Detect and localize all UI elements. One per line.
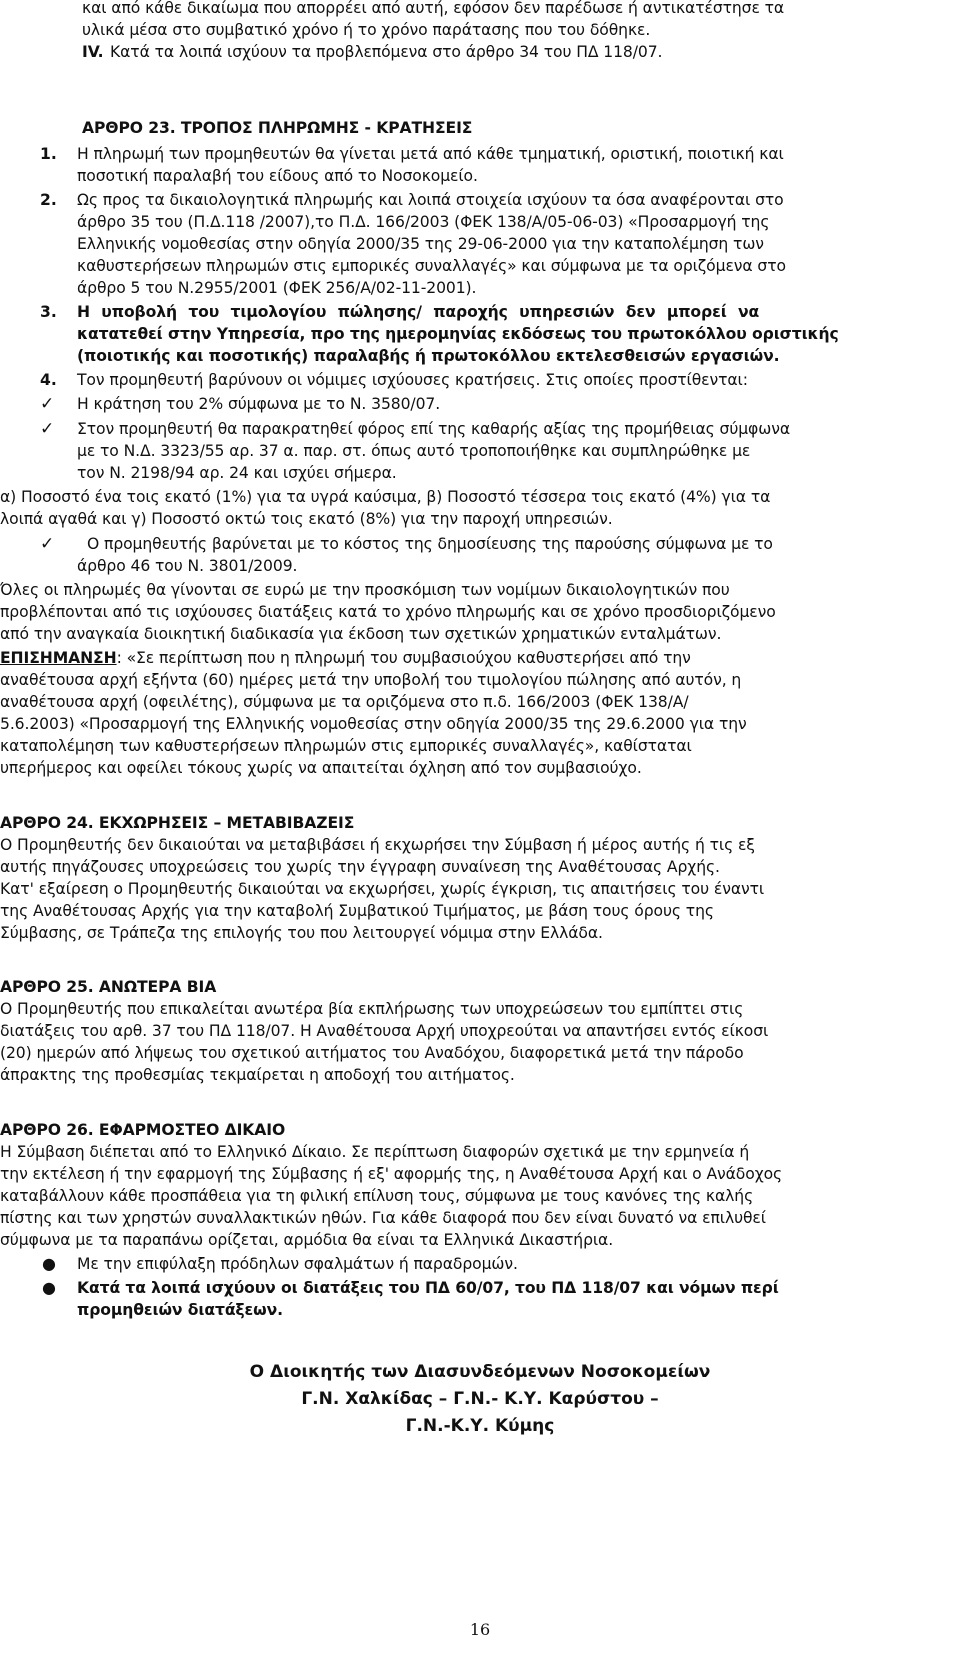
text-line: της Αναθέτουσας Αρχής για την καταβολή Συμβατικού Τιμήματος, με βάση τους όρους της <box>0 902 714 920</box>
text-line: σύμφωνα με τα παραπάνω ορίζεται, αρμόδια θα είναι τα Ελληνικά Δικαστήρια. <box>0 1231 614 1249</box>
text-line: άρθρο 46 του Ν. 3801/2009. <box>77 557 298 575</box>
text-line: Η πληρωμή των προμηθευτών θα γίνεται μετά από κάθε τμηματική, οριστική, ποιοτική και <box>77 145 784 163</box>
item-number: 3. <box>40 303 57 321</box>
text-line: αναθέτουσα αρχή εξήντα (60) ημέρες μετά την υποβολή του τιμολογίου πώλησης από αυτόν, η <box>0 671 742 689</box>
text-line: καταβάλλουν κάθε προσπάθεια για τη φιλική επίλυση τους, σύμφωνα με τους κανόνες της καλής <box>0 1187 754 1205</box>
text-line: Ο προμηθευτής βαρύνεται με το κόστος της δημοσίευσης της παρούσης σύμφωνα με το <box>87 535 773 553</box>
text-line: λοιπά αγαθά και γ) Ποσοστό οκτώ τοις εκατό (8%) για την παροχή υπηρεσιών. <box>0 510 613 528</box>
checkmark-icon: ✓ <box>40 534 55 554</box>
article-heading: ΑΡΘΡΟ 24. ΕΚΧΩΡΗΣΕΙΣ – ΜΕΤΑΒΙΒΑΖΕΙΣ <box>0 814 355 832</box>
text-line: και από κάθε δικαίωμα που απορρέει από αυτή, εφόσον δεν παρέδωσε ή αντικατέστησε τα <box>82 0 785 17</box>
text-line: αναθέτουσα αρχή (οφειλέτης), σύμφωνα με τα οριζόμενα στο π.δ. 166/2003 (ΦΕΚ 138/Α/ <box>0 693 689 711</box>
text-line: με το Ν.Δ. 3323/55 αρ. 37 α. παρ. στ. όπως αυτό τροποποιήθηκε και συμπληρώθηκε με <box>77 442 751 460</box>
text-line: διατάξεις του αρθ. 37 του ΠΔ 118/07. Η Αναθέτουσα Αρχή υποχρεούται να απαντήσει εντός είκοσι <box>0 1022 769 1040</box>
text-line: Στον προμηθευτή θα παρακρατηθεί φόρος επί της καθαρής αξίας της προμήθειας σύμφωνα <box>77 420 790 438</box>
text-line: την εκτέλεση ή την εφαρμογή της Σύμβασης ή εξ' αφορμής της, η Αναθέτουσα Αρχή και ο Ανάδοχος <box>0 1165 783 1183</box>
text-line: Η υποβολή του τιμολογίου πώλησης/ παροχής υπηρεσιών δεν μπορεί να <box>77 303 760 321</box>
item-number: 1. <box>40 145 57 163</box>
text-line: καταπολέμηση των καθυστερήσεων πληρωμών στις εμπορικές συναλλαγές», καθίσταται <box>0 737 692 755</box>
text-line: τον Ν. 2198/94 αρ. 24 και ισχύει σήμερα. <box>77 464 397 482</box>
text-line: άρθρο 5 του Ν.2955/2001 (ΦΕΚ 256/Α/02-11-2001). <box>77 279 477 297</box>
text-line: Ελληνικής νομοθεσίας στην οδηγία 2000/35 της 29-06-2000 για την καταπολέμηση των <box>77 235 764 253</box>
text-line: Η κράτηση του 2% σύμφωνα με το Ν. 3580/07. <box>77 395 441 413</box>
text-line: 5.6.2003) «Προσαρμογή της Ελληνικής νομοθεσίας στην οδηγία 2000/35 της 29.6.2000 για την <box>0 715 747 733</box>
article-heading: ΑΡΘΡΟ 25. ΑΝΩΤΕΡΑ ΒΙΑ <box>0 978 217 996</box>
bullet-icon: ● <box>42 1278 56 1297</box>
text-line: α) Ποσοστό ένα τοις εκατό (1%) για τα υγρά καύσιμα, β) Ποσοστό τέσσερα τοις εκατό (4%) για τα <box>0 488 771 506</box>
text-line: (20) ημερών από λήψεως του σχετικού αιτήματος του Αναδόχου, διαφορετικά μετά την πάροδο <box>0 1044 744 1062</box>
text-line: Όλες οι πληρωμές θα γίνονται σε ευρώ με την προσκόμιση των νομίμων δικαιολογητικών που <box>0 581 730 599</box>
signature-line: Ο Διοικητής των Διασυνδεόμενων Νοσοκομείων <box>249 1362 711 1382</box>
article-heading: ΑΡΘΡΟ 23. ΤΡΟΠΟΣ ΠΛΗΡΩΜΗΣ - ΚΡΑΤΗΣΕΙΣ <box>82 119 473 137</box>
article-heading: ΑΡΘΡΟ 26. ΕΦΑΡΜΟΣΤΕΟ ΔΙΚΑΙΟ <box>0 1121 286 1139</box>
signature-line: Γ.Ν.-Κ.Υ. Κύμης <box>405 1416 555 1436</box>
text-line: ποσοτική παραλαβή του είδους από το Νοσοκομείο. <box>77 167 478 185</box>
signature-line: Γ.Ν. Χαλκίδας – Γ.Ν.- Κ.Υ. Καρύστου – <box>301 1389 659 1409</box>
text-line: προβλέπονται από τις ισχύουσες διατάξεις κατά το χρόνο πληρωμής και σε χρόνο προσδιοριζόμενο <box>0 603 776 621</box>
item-number: 2. <box>40 191 57 209</box>
text-line: (ποιοτικής και ποσοτικής) παραλαβής ή πρωτοκόλλου εκτελεσθεισών εργασιών. <box>77 347 780 365</box>
text-line: από την αναγκαία διοικητική διαδικασία για έκδοση των σχετικών χρηματικών ενταλμάτων. <box>0 625 722 643</box>
text-line: Ο Προμηθευτής που επικαλείται ανωτέρα βία εκπλήρωσης των υποχρεώσεων του εμπίπτει στις <box>0 1000 744 1018</box>
bullet-icon: ● <box>42 1254 56 1273</box>
text-line: Ως προς τα δικαιολογητικά πληρωμής και λοιπά στοιχεία ισχύουν τα όσα αναφέρονται στο <box>77 191 784 209</box>
page-number: 16 <box>469 1620 491 1639</box>
text-line: αυτής πηγάζουσες υποχρεώσεις του χωρίς την έγγραφη συναίνεση της Αναθέτουσας Αρχής. <box>0 858 720 876</box>
text-line: Η Σύμβαση διέπεται από το Ελληνικό Δίκαιο. Σε περίπτωση διαφορών σχετικά με την ερμηνεία ή <box>0 1143 750 1161</box>
note-label: ΕΠΙΣΗΜΑΝΣΗ <box>0 649 117 667</box>
text-line: άρθρο 35 του (Π.Δ.118 /2007),το Π.Δ. 166/2003 (ΦΕΚ 138/Α/05-06-03) «Προσαρμογή της <box>77 213 770 231</box>
text-line: καθυστερήσεων πληρωμών στις εμπορικές συναλλαγές» και σύμφωνα με τα οριζόμενα στο <box>77 257 786 275</box>
text-line: Με την επιφύλαξη πρόδηλων σφαλμάτων ή παραδρομών. <box>77 1255 518 1273</box>
checkmark-icon: ✓ <box>40 394 55 414</box>
note-first-line <box>0 647 691 669</box>
text-line: υλικά μέσα στο συμβατικό χρόνο ή το χρόνο παράτασης που του δόθηκε. <box>82 21 651 39</box>
roman-numeral: IV. <box>82 43 104 61</box>
note-text: : «Σε περίπτωση που η πληρωμή του συμβασιούχου καθυστερήσει από την <box>116 649 691 667</box>
text-line: Κατά τα λοιπά ισχύουν τα προβλεπόμενα στο άρθρο 34 του ΠΔ 118/07. <box>110 43 663 61</box>
text-line: προμηθειών διατάξεων. <box>77 1301 283 1319</box>
text-line: Κατ' εξαίρεση ο Προμηθευτής δικαιούται να εκχωρήσει, χωρίς έγκριση, τις απαιτήσεις του έναντι <box>0 880 765 898</box>
text-line: Ο Προμηθευτής δεν δικαιούται να μεταβιβάσει ή εκχωρήσει την Σύμβαση ή μέρος αυτής ή τις εξ <box>0 836 755 854</box>
text-line: υπερήμερος και οφείλει τόκους χωρίς να απαιτείται όχληση από τον συμβασιούχο. <box>0 759 642 777</box>
text-line: Σύμβασης, σε Τράπεζα της επιλογής του που λειτουργεί νόμιμα στην Ελλάδα. <box>0 924 603 942</box>
item-number: 4. <box>40 371 57 389</box>
text-line: Τον προμηθευτή βαρύνουν οι νόμιμες ισχύουσες κρατήσεις. Στις οποίες προστίθενται: <box>77 371 748 389</box>
text-line: άπρακτης της προθεσμίας τεκμαίρεται η αποδοχή του αιτήματος. <box>0 1066 515 1084</box>
text-line: Κατά τα λοιπά ισχύουν οι διατάξεις του ΠΔ 60/07, του ΠΔ 118/07 και νόμων περί <box>77 1279 779 1297</box>
checkmark-icon: ✓ <box>40 419 55 439</box>
text-line: πίστης και των χρηστών συναλλακτικών ηθών. Για κάθε διαφορά που δεν είναι δυνατό να επιλυθεί <box>0 1209 766 1227</box>
text-line: κατατεθεί στην Υπηρεσία, προ της ημερομηνίας εκδόσεως του πρωτοκόλλου οριστικής <box>77 325 839 343</box>
